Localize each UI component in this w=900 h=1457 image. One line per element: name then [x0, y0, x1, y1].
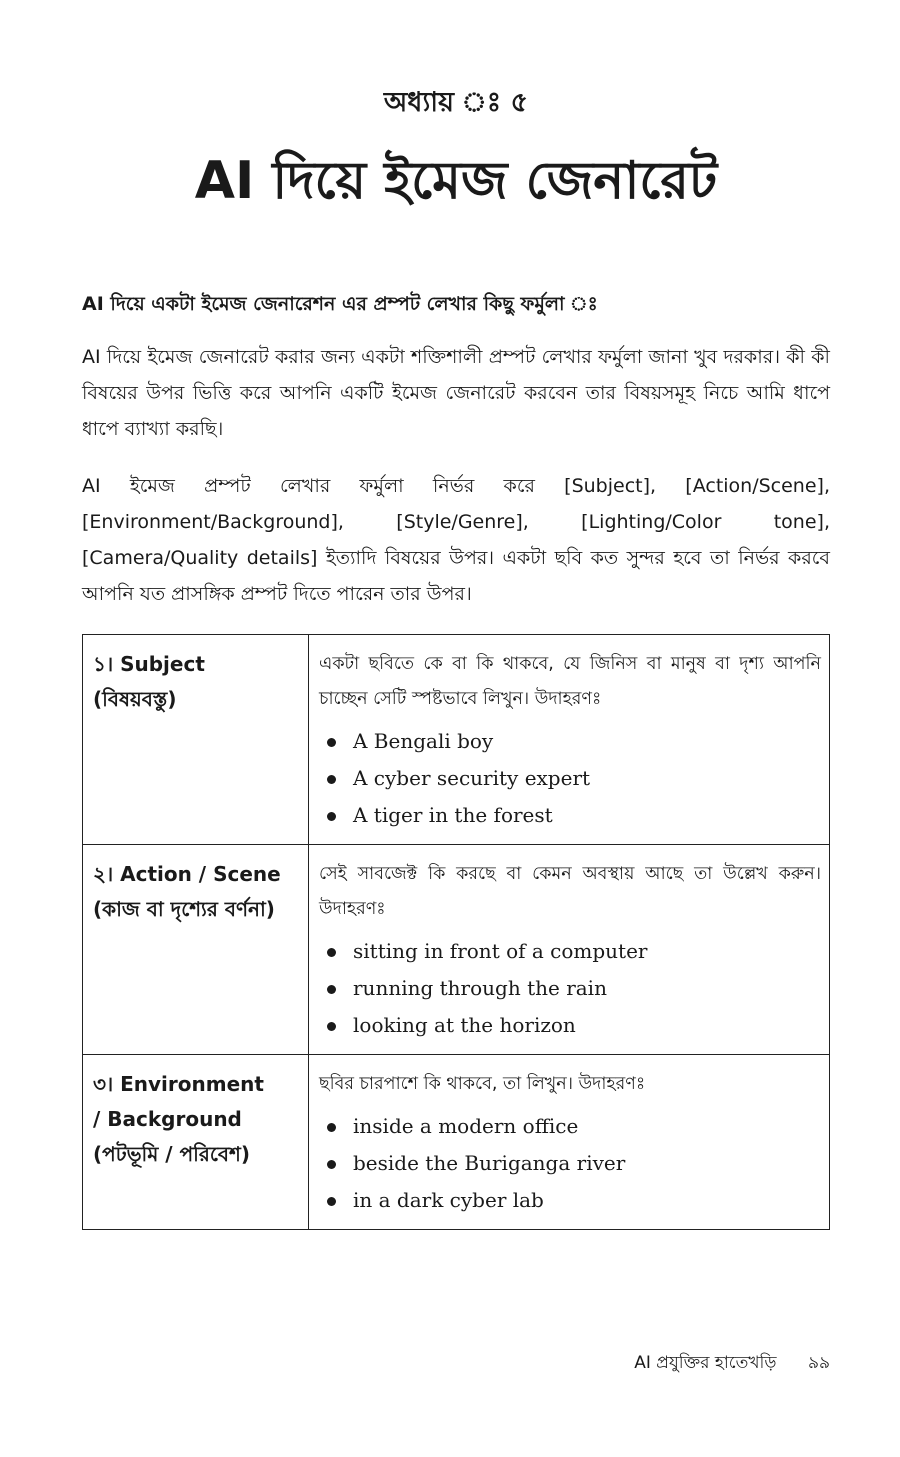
chapter-label: অধ্যায় ঃ ৫	[383, 87, 529, 118]
term-line: ২। Action / Scene	[93, 862, 281, 886]
example-list	[319, 933, 821, 1044]
term-line: ১। Subject	[93, 652, 205, 676]
page-footer	[634, 1350, 830, 1378]
example-list	[319, 723, 821, 834]
paragraph-intro: AI দিয়ে ইমেজ জেনারেট করার জন্য একটা শক্তিশালী প্রম্পট লেখার ফর্মুলা জানা খুব দরকার। কী কী বিষয়ের উপর ভিত্তি করে আপনি একটি ইমেজ জেনারেট করবেন তার বিষয়সমূহ নিচে আমি ধাপে ধাপে ব্যাখ্যা করছি।	[82, 346, 830, 440]
description-text: একটা ছবিতে কে বা কি থাকবে, যে জিনিস বা মানুষ বা দৃশ্য আপনি চাচ্ছেন সেটি স্পষ্টভাবে লিখুন। উদাহরণঃ	[319, 654, 821, 709]
formula-table	[82, 634, 830, 1230]
paragraph-formula: AI ইমেজ প্রম্পট লেখার ফর্মুলা নির্ভর করে [Subject], [Action/Scene], [Environment/Background], [Style/Genre], [Lighting/Color tone], [Camera/Quality details] ইত্যাদি বিষয়ের উপর। একটা ছবি কত সুন্দর হবে তা নির্ভর করবে আপনি যত প্রাসঙ্গিক প্রম্পট দিতে পারেন তার উপর।	[82, 475, 830, 605]
term-line: (কাজ বা দৃশ্যের বর্ণনা)	[93, 897, 275, 921]
list-item: running through the rain	[319, 970, 821, 1007]
term-line: / Background	[93, 1107, 242, 1131]
chapter-title: AI দিয়ে ইমেজ জেনারেট	[194, 151, 718, 211]
description-text: ছবির চারপাশে কি থাকবে, তা লিখুন। উদাহরণঃ	[319, 1074, 646, 1094]
description-cell	[309, 1055, 830, 1230]
term-cell	[83, 845, 309, 1055]
description-cell	[309, 635, 830, 845]
term-line: (বিষয়বস্তু)	[93, 687, 177, 711]
table-row	[83, 635, 830, 845]
list-item: in a dark cyber lab	[319, 1182, 821, 1219]
term-cell	[83, 635, 309, 845]
list-item: inside a modern office	[319, 1108, 821, 1145]
table-row	[83, 845, 830, 1055]
list-item: beside the Buriganga river	[319, 1145, 821, 1182]
list-item: sitting in front of a computer	[319, 933, 821, 970]
page-number: ৯৯	[807, 1353, 830, 1373]
list-item: A tiger in the forest	[319, 797, 821, 834]
list-item: A cyber security expert	[319, 760, 821, 797]
list-item: looking at the horizon	[319, 1007, 821, 1044]
term-line: (পটভূমি / পরিবেশ)	[93, 1142, 251, 1166]
term-line: ৩। Environment	[93, 1072, 264, 1096]
example-list	[319, 1108, 821, 1219]
term-cell	[83, 1055, 309, 1230]
description-text: সেই সাবজেক্ট কি করছে বা কেমন অবস্থায় আছে তা উল্লেখ করুন। উদাহরণঃ	[319, 864, 821, 919]
section-heading: AI দিয়ে একটা ইমেজ জেনারেশন এর প্রম্পট লেখার কিছু ফর্মুলা ঃ	[82, 293, 598, 315]
table-row	[83, 1055, 830, 1230]
book-title: AI প্রযুক্তির হাতেখড়ি	[634, 1353, 777, 1373]
description-cell	[309, 845, 830, 1055]
list-item: A Bengali boy	[319, 723, 821, 760]
